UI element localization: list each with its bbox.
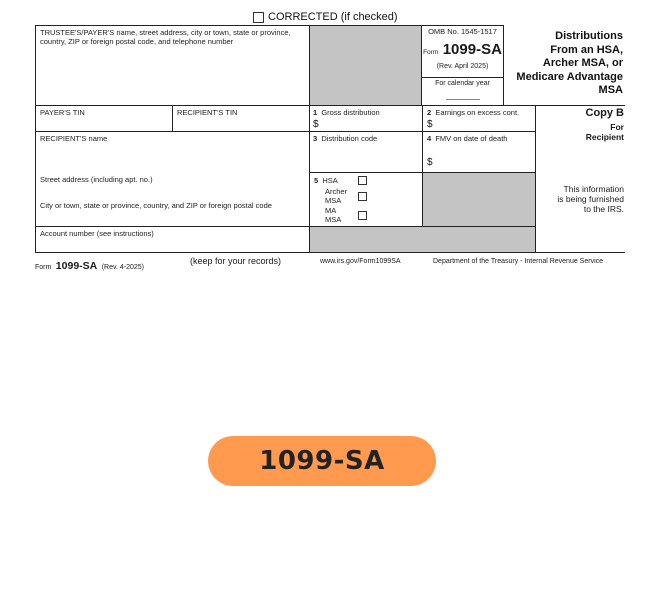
account-number-field[interactable] [40,229,305,251]
box-1-currency: $ [313,119,319,130]
city-state-zip-field[interactable] [40,201,305,223]
payer-block-label: TRUSTEE'S/PAYER'S name, street address, city or town, state or province, country, ZIP or foreign postal code, and telephone number [40,28,291,46]
calendar-year-box[interactable] [422,80,503,100]
box-5-ma-label-line1: MA [325,206,337,215]
gray-shaded-area-mid [423,173,535,226]
box-5-ma-msa-checkbox[interactable] [358,211,367,220]
box-5-hsa-label: HSA [322,176,338,185]
box-1-label: Gross distribution [321,108,380,117]
copy-for-line1: For [610,122,624,132]
recipient-name-label: RECIPIENT'S name [40,134,108,143]
corrected-label: CORRECTED (if checked) [268,11,398,23]
payer-tin-field[interactable] [40,108,170,130]
box-5-archer-label-line2: MSA [325,195,342,205]
divider-name-row-top [35,131,536,132]
form-title [505,30,623,98]
divider-tin [172,105,173,132]
footer-form-prefix: Form [35,264,52,271]
divider-tin-row-top [35,105,625,106]
corrected-row [253,10,398,24]
box-2-label: Earnings on excess cont. [435,108,520,117]
footer-keep-note: (keep for your records) [190,256,282,266]
gray-shaded-area-bottom [310,227,535,252]
box-4-fmv-date-of-death[interactable] [427,134,533,170]
title-line-2: From an HSA, [550,43,623,56]
recipient-name-field[interactable] [40,134,305,170]
box-1-number: 1 [313,108,318,117]
copy-b-title: Copy B [585,107,624,119]
box-3-number: 3 [313,134,318,143]
omb-number: OMB No. 1545-1517 [428,27,497,36]
box-4-number: 4 [427,134,432,143]
form-bottom-border [35,252,625,253]
box-2-currency: $ [427,119,433,130]
corrected-checkbox[interactable] [253,12,264,23]
footer-revision: (Rev. 4-2025) [101,264,144,271]
street-address-field[interactable] [40,175,305,195]
box-2-number: 2 [427,108,432,117]
box-5-account-type [312,174,420,226]
title-line-5: MSA [598,84,623,96]
form-left-border [35,25,36,253]
divider-calendar-year [421,77,504,78]
footer-form-number: 1099-SA [55,260,98,272]
box-5-archer-msa-checkbox[interactable] [358,192,367,201]
calendar-year-label: For calendar year [435,80,490,87]
title-line-4: Medicare Advantage [516,70,623,83]
box-1-gross-distribution[interactable] [313,108,419,130]
box-3-label: Distribution code [321,134,378,143]
divider-box-5-right [422,172,423,227]
footer-department: Department of the Treasury - Internal Revenue Service [433,258,604,265]
form-prefix: Form [423,49,439,56]
gray-shaded-area-top [310,26,421,105]
footer-url-link[interactable]: www.irs.gov/Form1099SA [320,258,401,265]
title-line-3: Archer MSA, or [542,57,623,69]
box-3-distribution-code[interactable] [313,134,419,170]
form-top-border [35,25,504,26]
omb-box [422,27,503,70]
recipient-tin-field[interactable] [177,108,305,130]
form-type-badge [208,436,436,486]
payer-tin-label: PAYER'S TIN [40,108,85,117]
divider-box-1-2 [422,105,423,173]
copy-info-line1: This information [563,184,624,194]
badge-label: 1099-SA [259,446,385,476]
divider-omb-right [503,25,504,106]
form-number: 1099-SA [442,41,502,58]
box-2-earnings-excess[interactable] [427,108,533,130]
calendar-year-underline [446,99,480,100]
box-5-number: 5 [314,176,319,185]
account-number-label: Account number (see instructions) [40,229,154,238]
form-revision: (Rev. April 2025) [436,63,489,70]
box-5-hsa-checkbox[interactable] [358,176,367,185]
recipient-tin-label: RECIPIENT'S TIN [177,108,238,117]
payer-block[interactable] [40,28,306,46]
box-4-currency: $ [427,157,433,168]
box-4-label: FMV on date of death [435,134,508,143]
copy-b-panel [537,107,624,214]
form-footer [35,255,625,272]
divider-right-col [535,105,536,253]
box-5-ma-label-line2: MSA [325,214,342,224]
copy-info-line3: to the IRS. [583,204,624,214]
divider-left-col [309,25,310,253]
copy-for-line2: Recipient [585,132,624,142]
box-5-archer-label-line1: Archer [325,187,348,196]
copy-info-line2: is being furnished [557,194,624,204]
city-state-zip-label: City or town, state or province, country, and ZIP or foreign postal code [40,201,272,210]
title-line-1: Distributions [555,30,623,42]
street-address-label: Street address (including apt. no.) [40,175,153,184]
